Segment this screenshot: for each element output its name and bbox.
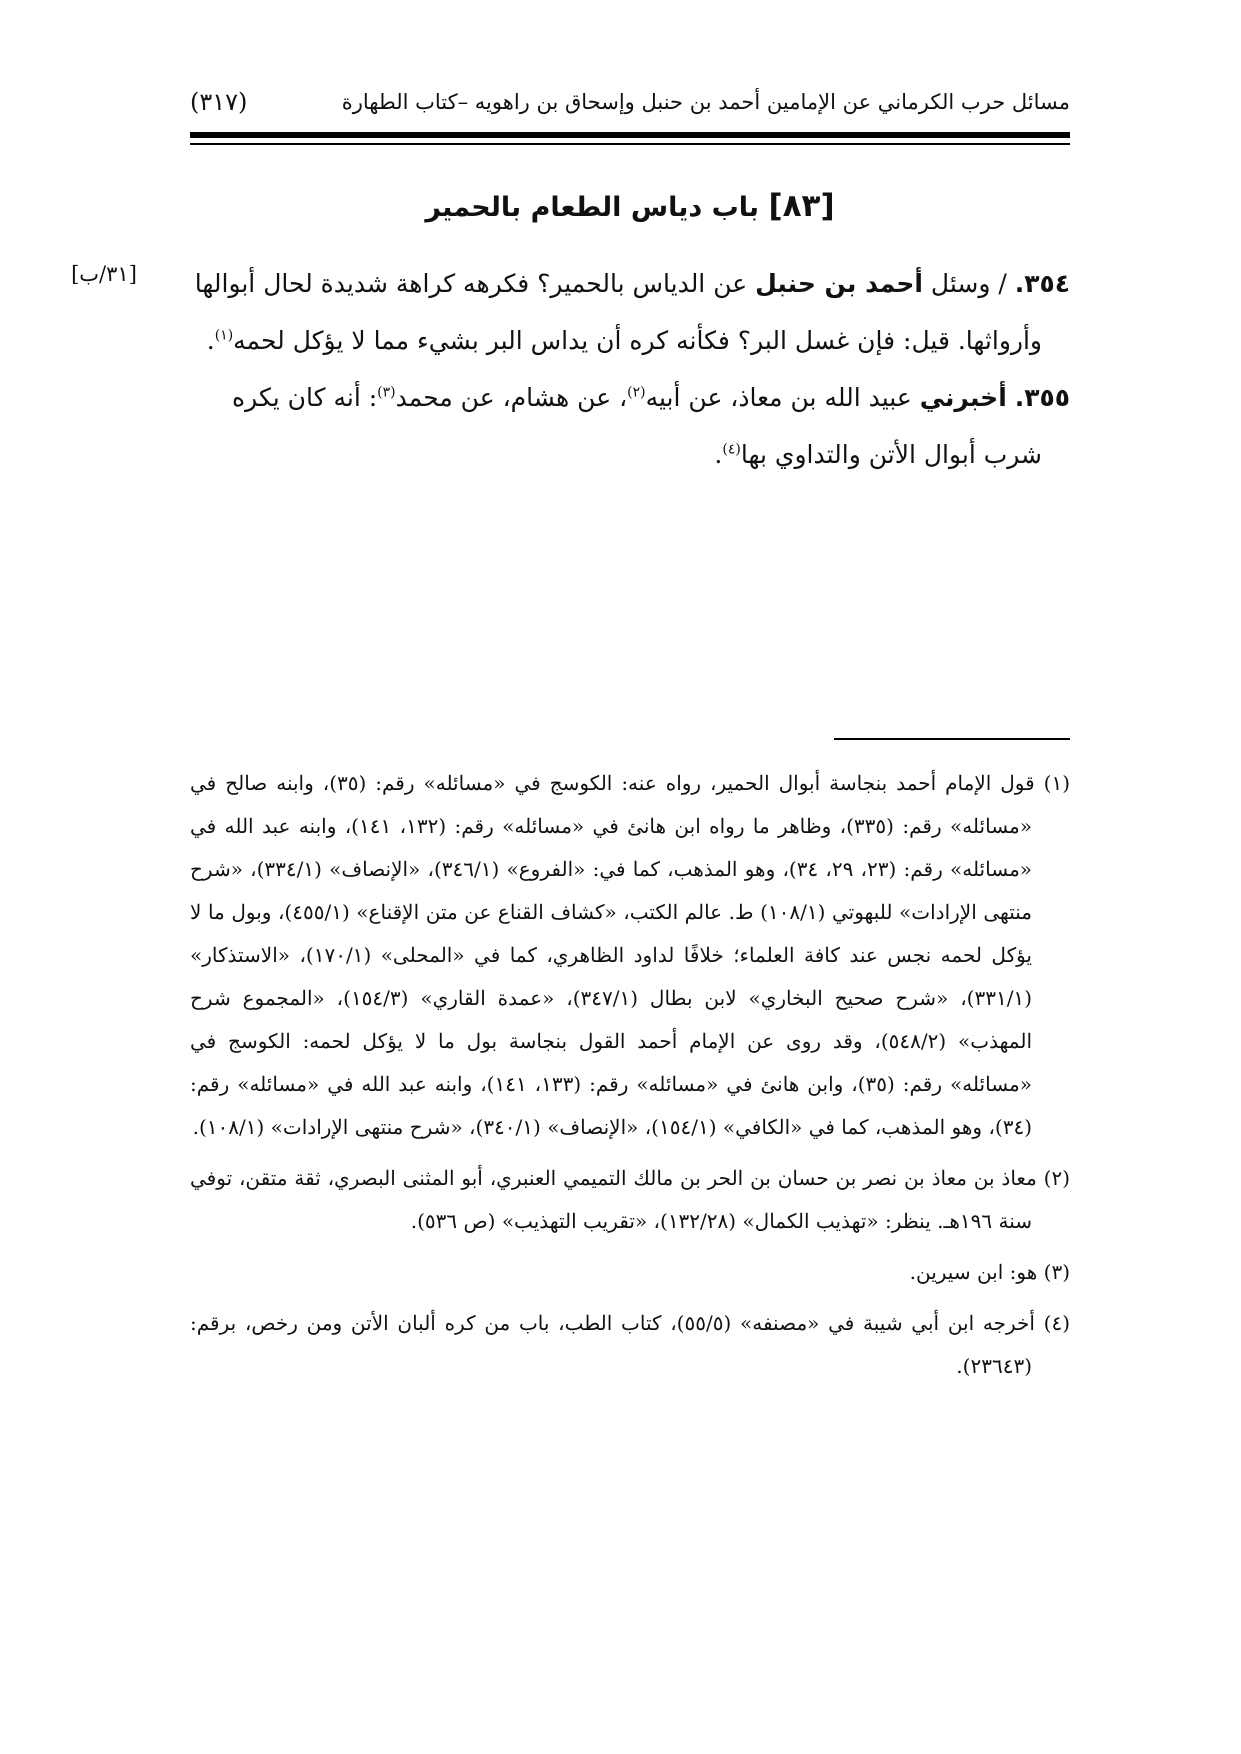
book-title: مسائل حرب الكرماني عن الإمامين أحمد بن حنبل وإسحاق بن راهويه –كتاب الطهارة [341, 90, 1070, 114]
issue-354-line-2 [190, 312, 1070, 369]
footnote-4: (٤) أخرجه ابن أبي شيبة في «مصنفه» (٥٥/٥)، كتاب الطب، باب من كره ألبان الأتن ومن رخص، برقم: (٢٣٦٤٣). [190, 1311, 1070, 1378]
issue-text: : أنه كان يكره [232, 383, 378, 412]
main-text [190, 255, 1070, 483]
footnote-1: (١) قول الإمام أحمد بنجاسة أبوال الحمير، رواه عنه: الكوسج في «مسائله» رقم: (٣٥)، وابنه صالح في «مسائله» رقم: (٣٣٥)، وظاهر ما رواه ابن هانئ في «مسائله» رقم: (١٣٢، ١٤١)، وابنه عبد الله في «مسائله» رقم: (٢٣، ٢٩، ٣٤)، وهو المذهب، كما في: «الفروع» (٣٤٦/١)، «الإنصاف» (٣٣٤/١)، «شرح منتهى الإرادات» للبهوتي (١٠٨/١) ط. عالم الكتب، «كشاف القناع عن متن الإقناع» (٤٥٥/١)، وبول ما لا يؤكل لحمه نجس عند كافة العلماء؛ خلافًا لداود الظاهري، كما في «المحلى» (١٧٠/١)، «الاستذكار» (٣٣١/١)، «شرح صحيح البخاري» لابن بطال (٣٤٧/١)، «عمدة القاري» (١٥٤/٣)، «المجموع شرح المهذب» (٥٤٨/٢)، وقد روى عن الإمام أحمد القول بنجاسة بول ما لا يؤكل لحمه: الكوسج في «مسائله» رقم: (٣٥)، وابن هانئ في «مسائله» رقم: (١٣٣، ١٤١)، وابنه عبد الله في «مسائله» رقم: (٣٤)، وهو المذهب، كما في «الكافي» (١٥٤/١)، «الإنصاف» (٣٤٠/١)، «شرح منتهى الإرادات» (١٠٨/١). [190, 771, 1070, 1139]
page-number: (٣١٧) [190, 88, 248, 116]
issue-text: / وسئل [930, 269, 1007, 298]
footnote-ref: (١) [214, 327, 234, 344]
issue-text: . [206, 326, 215, 355]
chapter-heading [190, 188, 1070, 224]
issue-354-line-1 [190, 255, 1070, 312]
issue-text: شرب أبوال الأتن والتداوي بها [740, 440, 1042, 469]
header-rule-thin [190, 143, 1070, 145]
footnote-2: (٢) معاذ بن معاذ بن نصر بن حسان بن الحر بن مالك التميمي العنبري، أبو المثنى البصري، ثقة متقن، توفي سنة ١٩٦هـ. ينظر: «تهذيب الكمال» (١٣٢/٢٨)، «تقريب التهذيب» (ص ٥٣٦). [190, 1166, 1070, 1233]
issue-number: ٣٥٥. [1014, 383, 1070, 412]
chapter-number: [٨٣] [768, 188, 835, 224]
header-rule-thick [190, 132, 1070, 138]
footnote-ref: (٤) [722, 441, 741, 458]
footnote-separator [834, 738, 1070, 740]
issue-text: وأرواثها. قيل: فإن غسل البر؟ فكأنه كره أن يداس البر بشيء مما لا يؤكل لحمه [233, 326, 1042, 355]
issue-number: ٣٥٤. [1014, 269, 1070, 298]
issue-text: عبيد الله بن معاذ، عن أبيه [645, 383, 912, 412]
footnote-3: (٣) هو: ابن سيرين. [909, 1260, 1070, 1284]
issue-text: . [714, 440, 723, 469]
issue-text: عن الدياس بالحمير؟ فكرهه كراهة شديدة لحال أبوالها [194, 269, 748, 298]
issue-bold-name: أحمد بن حنبل [755, 269, 923, 298]
footnote-ref: (٢) [627, 384, 646, 401]
issue-355-line-2 [190, 426, 1070, 483]
footnotes [190, 762, 1070, 1396]
footnote-ref: (٣) [377, 384, 396, 401]
issue-text: ، عن هشام، عن محمد [395, 383, 628, 412]
manuscript-folio-ref: [٣١/ب] [71, 262, 137, 286]
issue-355-line-1 [190, 369, 1070, 426]
issue-bold-word: أخبرني [919, 383, 1007, 412]
running-header [190, 88, 1070, 116]
chapter-title: باب دياس الطعام بالحمير [425, 192, 760, 223]
